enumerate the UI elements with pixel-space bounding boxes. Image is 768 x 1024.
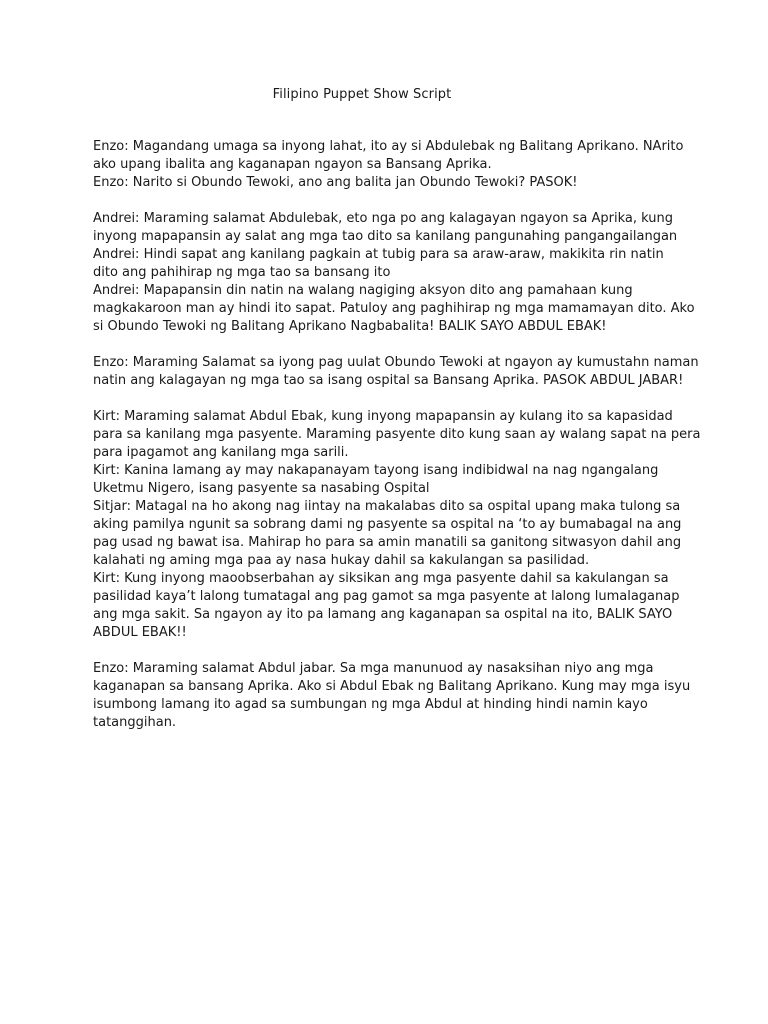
script-line: Sitjar: Matagal na ho akong nag iintay na makalabas dito sa ospital upang maka tulong sa <box>93 499 681 514</box>
script-body <box>93 138 701 750</box>
script-line: Enzo: Maraming Salamat sa iyong pag uulat Obundo Tewoki at ngayon ay kumustahn naman <box>93 355 699 370</box>
script-paragraph <box>93 210 695 336</box>
script-line: Uketmu Nigero, isang pasyente sa nasabing Ospital <box>93 481 430 496</box>
script-line: magkakaroon man ay hindi ito sapat. Patuloy ang paghihirap ng mga mamamayan dito. Ako <box>93 301 695 316</box>
script-paragraph <box>93 138 683 192</box>
script-line: tatanggihan. <box>93 715 177 730</box>
script-line: Enzo: Maraming salamat Abdul jabar. Sa mga manunuod ay nasaksihan niyo ang mga <box>93 661 654 676</box>
script-line: aking pamilya ngunit sa sobrang dami ng pasyente sa ospital na ‘to ay bumabagal na ang <box>93 517 682 532</box>
script-line: Andrei: Mapapansin din natin na walang nagiging aksyon dito ang pamahaan kung <box>93 283 633 298</box>
script-line: Andrei: Hindi sapat ang kanilang pagkain at tubig para sa araw-araw, makikita rin natin <box>93 247 664 262</box>
script-line: natin ang kalagayan ng mga tao sa isang ospital sa Bansang Aprika. PASOK ABDUL JABAR! <box>93 373 684 388</box>
script-paragraph <box>93 660 691 732</box>
script-line: ang mga sakit. Sa ngayon ay ito pa lamang ang kaganapan sa ospital na ito, BALIK SAYO <box>93 607 673 622</box>
script-line: si Obundo Tewoki ng Balitang Aprikano Nagbabalita! BALIK SAYO ABDUL EBAK! <box>93 319 607 334</box>
script-line: kaganapan sa bansang Aprika. Ako si Abdul Ebak ng Balitang Aprikano. Kung may mga isyu <box>93 679 691 694</box>
script-line: Enzo: Narito si Obundo Tewoki, ano ang balita jan Obundo Tewoki? PASOK! <box>93 175 578 190</box>
script-line: para sa kanilang mga pasyente. Maraming pasyente dito kung saan ay walang sapat na pera <box>93 427 701 442</box>
script-paragraph <box>93 408 701 642</box>
script-line: inyong mapapansin ay salat ang mga tao dito sa kanilang pangunahing pangangailangan <box>93 229 678 244</box>
script-line: ABDUL EBAK!! <box>93 625 187 640</box>
script-paragraph <box>93 354 699 390</box>
script-line: pag usad ng bawat isa. Mahirap ho para sa amin manatili sa ganitong sitwasyon dahil ang <box>93 535 682 550</box>
script-line: para ipagamot ang kanilang mga sarili. <box>93 445 349 460</box>
script-line: Enzo: Magandang umaga sa inyong lahat, ito ay si Abdulebak ng Balitang Aprikano. NArito <box>93 139 684 154</box>
script-line: Kirt: Maraming salamat Abdul Ebak, kung inyong mapapansin ay kulang ito sa kapasidad <box>93 409 673 424</box>
script-line: Kirt: Kanina lamang ay may nakapanayam tayong isang indibidwal na nag ngangalang <box>93 463 659 478</box>
document-title: Filipino Puppet Show Script <box>272 87 452 102</box>
script-line: isumbong lamang ito agad sa sumbungan ng mga Abdul at hinding hindi namin kayo <box>93 697 648 712</box>
script-line: Kirt: Kung inyong maoobserbahan ay siksikan ang mga pasyente dahil sa kakulangan sa <box>93 571 669 586</box>
script-line: Andrei: Maraming salamat Abdulebak, eto nga po ang kalagayan ngayon sa Aprika, kung <box>93 211 674 226</box>
script-line: dito ang pahihirap ng mga tao sa bansang ito <box>93 265 391 280</box>
script-line: ako upang ibalita ang kaganapan ngayon sa Bansang Aprika. <box>93 157 492 172</box>
script-line: kalahati ng aming mga paa ay nasa hukay dahil sa kakulangan sa pasilidad. <box>93 553 590 568</box>
script-line: pasilidad kaya’t lalong tumatagal ang pag gamot sa mga pasyente at lalong lumalaganap <box>93 589 680 604</box>
